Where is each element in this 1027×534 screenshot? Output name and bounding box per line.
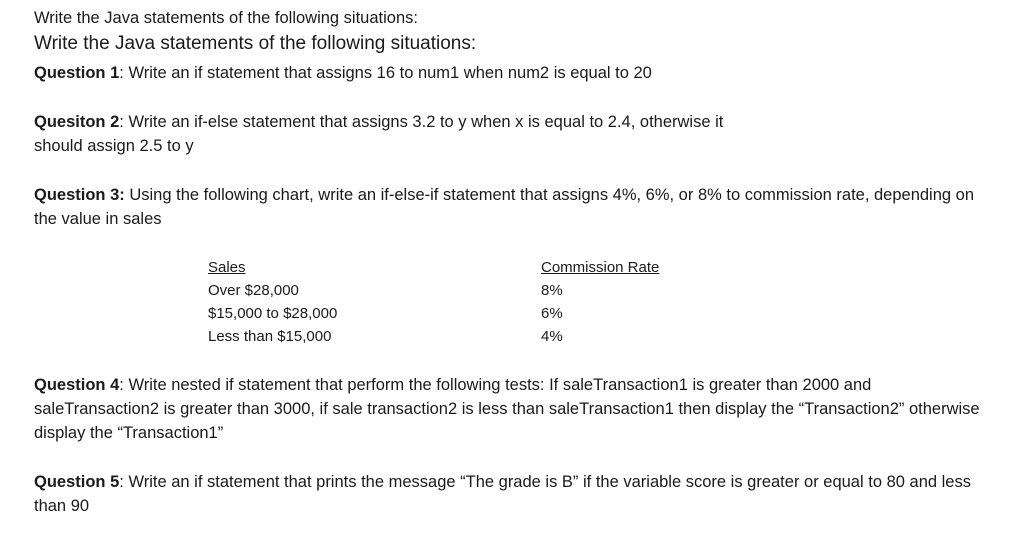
sales-row-2: $15,000 to $28,000 bbox=[208, 305, 338, 322]
rate-row-1: 8% bbox=[541, 282, 563, 299]
question-3 bbox=[34, 183, 994, 231]
rate-row-3: 4% bbox=[541, 328, 563, 345]
question-5 bbox=[34, 470, 984, 518]
question-3-text: Using the following chart, write an if-else-if statement that assigns 4%, 6%, or 8% to commission rate, depending on the value in sales bbox=[34, 186, 975, 228]
question-1-sep: : bbox=[119, 64, 124, 82]
question-2-label: Quesiton 2 bbox=[34, 113, 120, 131]
question-4-label: Question 4 bbox=[34, 376, 120, 394]
heading-line-1: Write the Java statements of the following situations: bbox=[34, 9, 418, 27]
sales-row-3: Less than $15,000 bbox=[208, 328, 332, 345]
question-2-text: Write an if-else statement that assigns 3.2 to y when x is equal to 2.4, otherwise it should assign 2.5 to y bbox=[34, 113, 724, 155]
question-4-sep: : bbox=[119, 376, 124, 394]
rate-header: Commission Rate bbox=[541, 259, 660, 276]
question-5-label: Question 5 bbox=[34, 473, 120, 491]
heading-line-2: Write the Java statements of the following situations: bbox=[34, 33, 477, 54]
question-1-text: Write an if statement that assigns 16 to num1 when num2 is equal to 20 bbox=[123, 64, 652, 82]
question-5-text: Write an if statement that prints the message “The grade is B” if the variable score is greater or equal to 80 and less than 90 bbox=[34, 473, 971, 515]
question-1 bbox=[34, 61, 994, 85]
question-2-sep: : bbox=[119, 113, 124, 131]
sales-header: Sales bbox=[208, 259, 246, 276]
question-1-label: Question 1 bbox=[34, 64, 120, 82]
question-3-label: Question 3: bbox=[34, 186, 125, 204]
question-5-sep: : bbox=[119, 473, 124, 491]
rate-row-2: 6% bbox=[541, 305, 563, 322]
question-4 bbox=[34, 373, 984, 445]
sales-row-1: Over $28,000 bbox=[208, 282, 299, 299]
question-4-text: Write nested if statement that perform the following tests: If saleTransaction1 is greater than 2000 and saleTransaction2 is greater than 3000, if sale transaction2 is less than saleTransaction1 then display the “Transaction2” otherwise display the “Transaction1” bbox=[34, 376, 980, 442]
question-2 bbox=[34, 110, 734, 158]
rate-column bbox=[541, 256, 659, 348]
sales-column bbox=[208, 256, 337, 348]
